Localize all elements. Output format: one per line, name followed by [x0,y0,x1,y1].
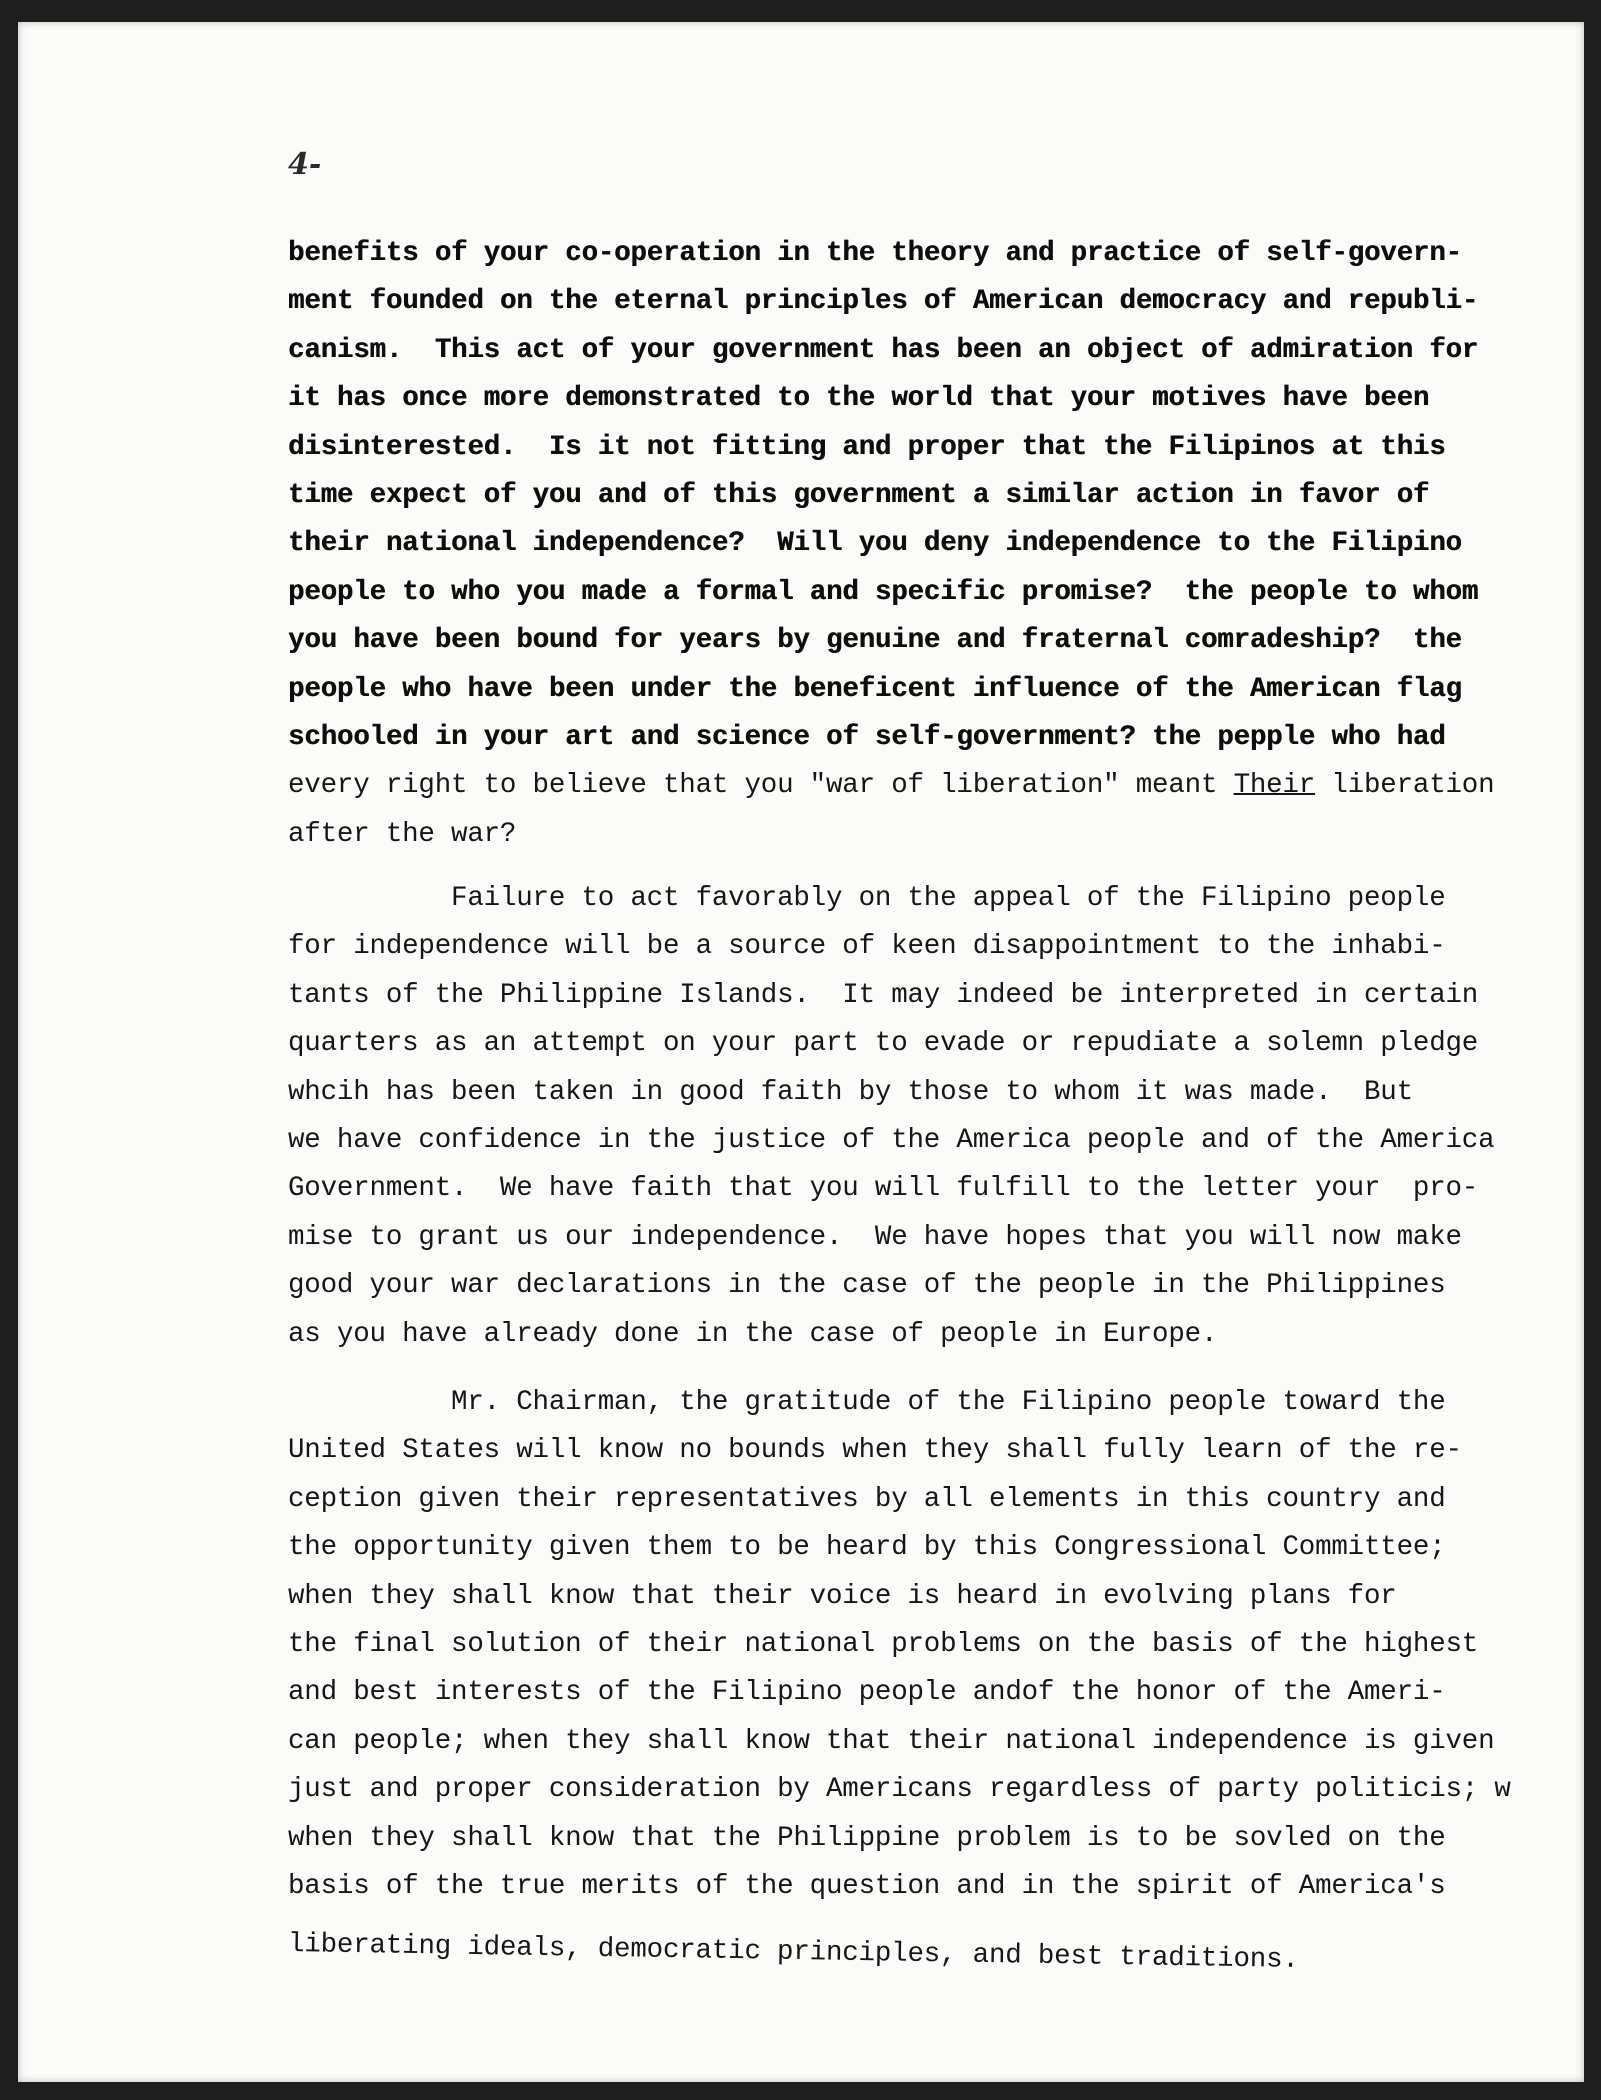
text-line: Government. We have faith that you will fulfill to the letter your pro- [288,1173,1479,1205]
paragraph-gap [288,859,1528,875]
text-line: the opportunity given them to be heard by this Congressional Committee; [288,1532,1446,1564]
text-line: can people; when they shall know that their national independence is given [288,1725,1495,1757]
text-line: time expect of you and of this government a similar action in favor of [288,479,1430,511]
text-line: their national independence? Will you deny independence to the Filipino [288,528,1462,560]
text-line: basis of the true merits of the question and in the spirit of America's [288,1870,1446,1902]
text-segment: every right to believe that you "war of liberation" meant [288,770,1234,802]
text-line: good your war declarations in the case of the people in the Philippines [288,1270,1446,1302]
text-line [288,762,1528,810]
page-number: 4- [288,147,322,182]
text-line: tants of the Philippine Islands. It may indeed be interpreted in certain [288,979,1479,1011]
text-line: when they shall know that the Philippine problem is to be sovled on the [288,1822,1446,1854]
text-line: whcih has been taken in good faith by those to whom it was made. But [288,1076,1413,1108]
text-line: people to who you made a formal and specific promise? the people to whom [288,576,1479,608]
text-line: mise to grant us our independence. We have hopes that you will now make [288,1221,1462,1253]
paragraph-gap [288,1359,1528,1379]
text-line: schooled in your art and science of self-government? the pepple who had [288,721,1446,753]
text-line: and best interests of the Filipino people andof the honor of the Ameri- [288,1677,1446,1709]
text-line: as you have already done in the case of people in Europe. [288,1318,1218,1350]
text-line: for independence will be a source of keen disappointment to the inhabi- [288,931,1446,963]
paragraph-2 [288,875,1528,1359]
text-line: just and proper consideration by Americans regardless of party politicis; w [288,1774,1511,1806]
text-line: after the war? [288,818,517,850]
text-line: United States will know no bounds when they shall fully learn of the re- [288,1435,1462,1467]
text-line: Failure to act favorably on the appeal of the Filipino people [288,883,1446,915]
text-segment: liberation [1315,770,1495,802]
text-line: Mr. Chairman, the gratitude of the Filipino people toward the [288,1386,1446,1418]
text-line: quarters as an attempt on your part to evade or repudiate a solemn pledge [288,1028,1479,1060]
underlined-word: Their [1233,770,1316,802]
text-line: ment founded on the eternal principles of American democracy and republi- [288,286,1479,318]
text-line: it has once more demonstrated to the world that your motives have been [288,383,1430,415]
paragraph-1 [288,230,1528,859]
document-page [18,22,1584,2082]
text-line: you have been bound for years by genuine and fraternal comradeship? the [288,625,1462,657]
text-line: when they shall know that their voice is heard in evolving plans for [288,1580,1397,1612]
text-line: disinterested. Is it not fitting and proper that the Filipinos at this [288,431,1446,463]
text-line: people who have been under the beneficent influence of the American flag [288,673,1462,705]
text-line: canism. This act of your government has been an object of admiration for [288,334,1479,366]
text-line: the final solution of their national problems on the basis of the highest [288,1628,1479,1660]
text-line: ception given their representatives by all elements in this country and [288,1483,1446,1515]
text-line: we have confidence in the justice of the America people and of the America [288,1125,1495,1157]
document-body [287,230,1528,1977]
paragraph-3 [287,1379,1528,1977]
text-line: liberating ideals, democratic principles, and best traditions. [287,1929,1299,1977]
text-line: benefits of your co-operation in the theory and practice of self-govern- [288,238,1462,269]
